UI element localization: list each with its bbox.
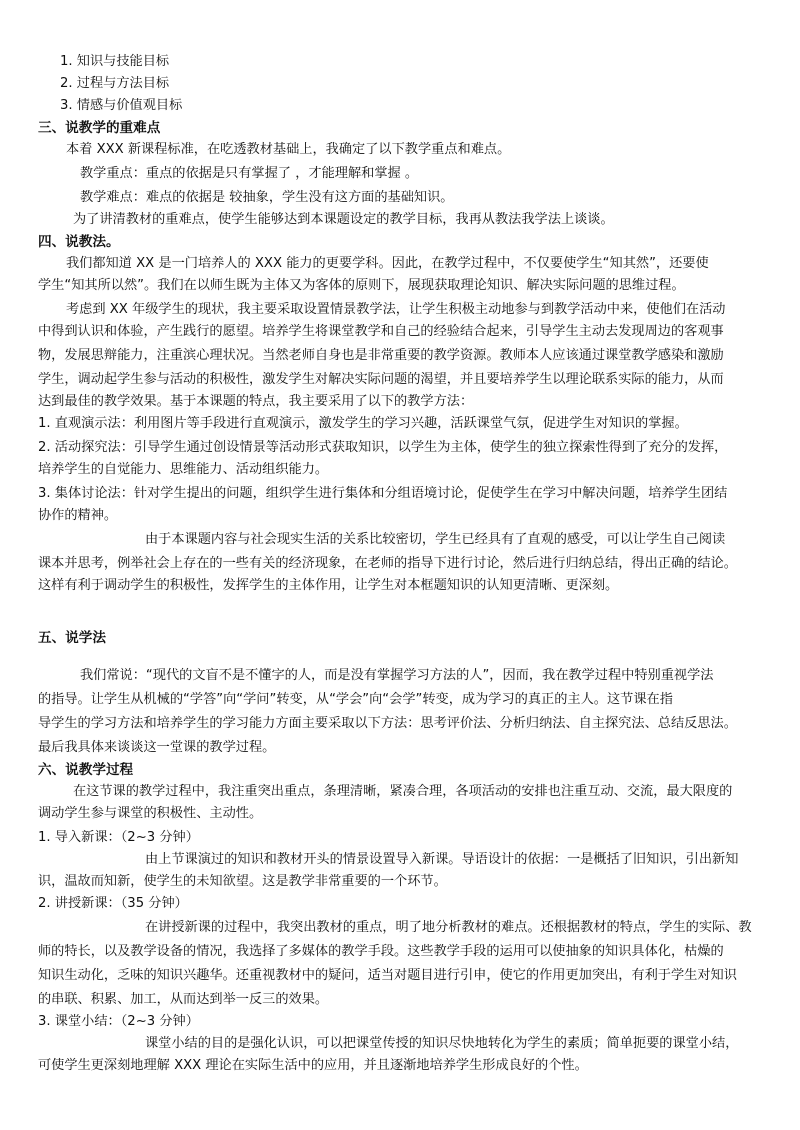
paragraph-line: 在这节课的教学过程中，我注重突出重点，条理清晰，紧凑合理，各项活动的安排也注重互动、交流，最大限度的: [73, 784, 733, 799]
section-heading: 四、说教法。: [38, 234, 120, 250]
paragraph-line: 考虑到 XX 年级学生的现状，我主要采取设置情景教学法，让学生积极主动地参与到教学活动中来，使他们在活动: [66, 302, 726, 317]
paragraph: 教学重点：重点的依据是只有掌握了 ，才能理解和掌握 。: [80, 166, 419, 181]
step-title: 2. 讲授新课：（35 分钟）: [38, 896, 188, 911]
paragraph-line: 学生，调动起学生参与活动的积极性，激发学生对解决实际问题的渴望，并且要培养学生以理论联系实际的能力，从而: [38, 372, 724, 387]
paragraph-line: 达到最佳的教学效果。基于本课题的特点，我主要采用了以下的教学方法：: [38, 394, 474, 409]
step-title: 1. 导入新课：（2~3 分钟）: [38, 830, 199, 845]
paragraph: 本着 XXX 新课程标准，在吃透教材基础上，我确定了以下教学重点和难点。: [66, 142, 511, 157]
section-heading: 六、说教学过程: [38, 762, 134, 778]
paragraph-line: 的指导。让学生从机械的“学答”向“学问”转变，从“学会”向“会学”转变，成为学习的真正的主人。这节课在指: [38, 692, 673, 707]
method-item: 1. 直观演示法：利用图片等手段进行直观演示，激发学生的学习兴趣，活跃课堂气氛，促进学生对知识的掌握。: [38, 416, 688, 431]
paragraph: 为了讲清教材的重难点，使学生能够达到本课题设定的教学目标，我再从教法我学法上谈谈。: [73, 212, 614, 227]
paragraph-line: 由上节课演过的知识和教材开头的情景设置导入新课。导语设计的依据：一是概括了旧知识，引出新知: [145, 852, 739, 867]
paragraph: 教学难点：难点的依据是 较抽象，学生没有这方面的基础知识。: [80, 190, 454, 205]
list-item: 1. 知识与技能目标: [60, 54, 170, 69]
paragraph-line: 导学生的学习方法和培养学生的学习能力方面主要采取以下方法：思考评价法、分析归纳法、自主探究法、总结反思法。: [38, 716, 737, 731]
step-title: 3. 课堂小结：（2~3 分钟）: [38, 1014, 199, 1029]
paragraph-line: 由于本课题内容与社会现实生活的关系比较密切，学生已经具有了直观的感受，可以让学生自己阅读: [145, 532, 726, 547]
paragraph-line: 这样有利于调动学生的积极性，发挥学生的主体作用，让学生对本框题知识的认知更清晰、更深刻。: [38, 578, 619, 593]
list-item: 3. 情感与价值观目标: [60, 98, 183, 113]
paragraph-line: 在讲授新课的过程中，我突出教材的重点，明了地分析教材的难点。还根据教材的特点，学生的实际、教: [145, 920, 752, 935]
paragraph-line: 我们常说：“现代的文盲不是不懂字的人，而是没有掌握学习方法的人”，因而，我在教学过程中特别重视学法: [80, 668, 714, 683]
paragraph-line: 物，发展思辩能力，注重滨心理状况。当然老师自身也是非常重要的教学资源。教师本人应该通过课堂教学感染和激励: [38, 348, 724, 363]
paragraph-line: 调动学生参与课堂的积极性、主动性。: [38, 806, 263, 821]
paragraph-line: 的串联、积累、加工，从而达到举一反三的效果。: [38, 992, 329, 1007]
paragraph-line: 师的特长，以及教学设备的情况，我选择了多媒体的教学手段。这些教学手段的运用可以使抽象的知识具体化，枯燥的: [38, 944, 724, 959]
paragraph-line: 知识生动化，乏味的知识兴趣华。还重视教材中的疑问，适当对题目进行引申，使它的作用更加突出，有利于学生对知识: [38, 968, 737, 983]
paragraph-line: 课本并思考，例举社会上存在的一些有关的经济现象，在老师的指导下进行讨论，然后进行归纳总结，得出正确的结论。: [38, 556, 737, 571]
paragraph-line: 我们都知道 XX 是一门培养人的 XXX 能力的更要学科。因此，在教学过程中，不仅要使学生“知其然”，还要使: [66, 256, 709, 271]
method-item: 培养学生的自觉能力、思维能力、活动组织能力。: [38, 462, 329, 477]
paragraph-line: 学生“知其所以然”。我们在以师生既为主体又为客体的原则下，展现获取理论知识、解决实际问题的思维过程。: [38, 278, 685, 293]
paragraph-line: 识，温故而知新，使学生的未知欲望。这是教学非常重要的一个环节。: [38, 874, 447, 889]
paragraph-line: 中得到认识和体验，产生践行的愿望。培养学生将课堂教学和自己的经验结合起来，引导学生主动去发现周边的客观事: [38, 324, 724, 339]
method-item: 2. 活动探究法：引导学生通过创设情景等活动形式获取知识，以学生为主体，使学生的独立探索性得到了充分的发挥，: [38, 440, 728, 455]
paragraph-line: 课堂小结的目的是强化认识，可以把课堂传授的知识尽快地转化为学生的素质；简单扼要的课堂小结，: [145, 1036, 739, 1051]
section-heading: 五、说学法: [38, 630, 106, 646]
method-item: 协作的精神。: [38, 508, 118, 523]
paragraph-line: 最后我具体来谈谈这一堂课的教学过程。: [38, 740, 276, 755]
paragraph-line: 可使学生更深刻地理解 XXX 理论在实际生活中的应用，并且逐渐地培养学生形成良好的个性。: [38, 1058, 588, 1073]
method-item: 3. 集体讨论法：针对学生提出的问题，组织学生进行集体和分组语境讨论，促使学生在学习中解决问题，培养学生团结: [38, 486, 728, 501]
section-heading: 三、说教学的重难点: [38, 120, 161, 136]
list-item: 2. 过程与方法目标: [60, 76, 170, 91]
